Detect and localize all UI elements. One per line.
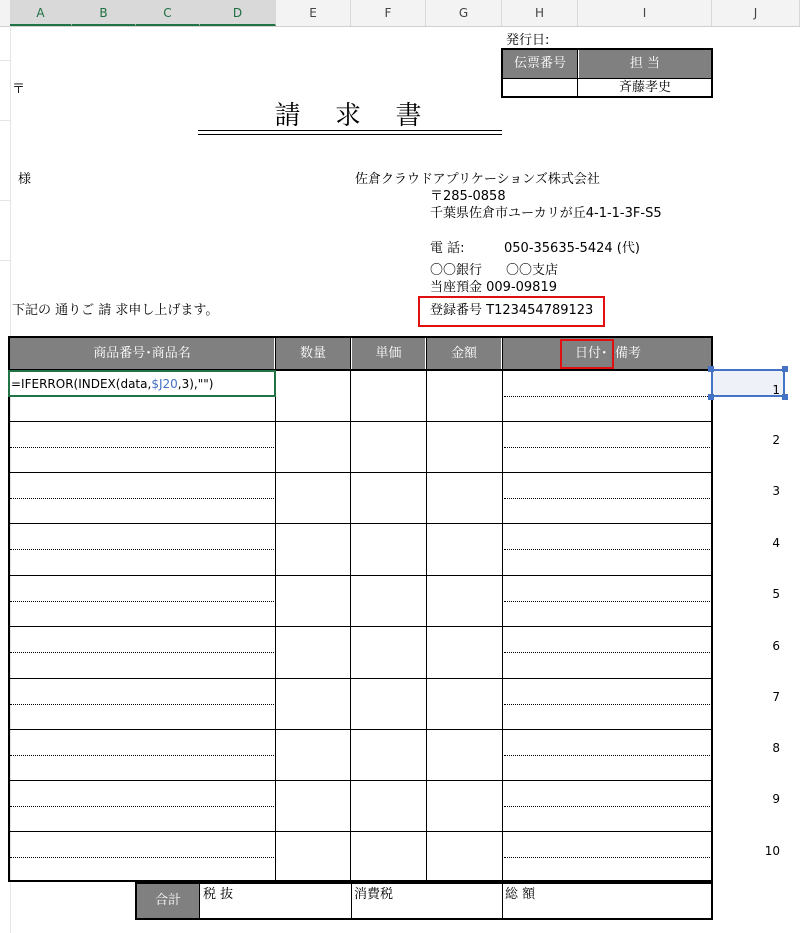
formula-part: =IFERROR(INDEX(data, (11, 377, 152, 391)
column-header-bar (0, 0, 800, 27)
registration-number: 登録番号 T123454789123 (430, 303, 594, 318)
row-divider (8, 780, 713, 781)
row-mid-dotted (10, 806, 274, 807)
company-name: 佐倉クラウドアプリケーションズ株式会社 (355, 172, 600, 187)
row-mid-dotted (10, 601, 274, 602)
title-underline (198, 134, 502, 135)
column-header-a[interactable]: A (10, 0, 72, 26)
row-mid-dotted (10, 447, 274, 448)
total-label: 合計 (137, 884, 199, 918)
items-table (8, 336, 713, 882)
row-index: 5 (772, 587, 780, 601)
grand-total-label: 総 額 (505, 887, 536, 902)
row-index: 4 (772, 536, 780, 550)
header-date: 日付･ (575, 346, 608, 361)
row-mid-dotted (10, 857, 274, 858)
selection-handle[interactable] (708, 366, 714, 372)
header-quantity: 数量 (276, 338, 350, 369)
row-divider (8, 575, 713, 576)
row-index: 6 (772, 639, 780, 653)
row-divider (8, 472, 713, 473)
row-mid-dotted (10, 498, 274, 499)
row-mid-dotted (504, 857, 710, 858)
selection-handle[interactable] (708, 394, 714, 400)
selection-handle[interactable] (782, 366, 788, 372)
row-mid-dotted (504, 549, 710, 550)
column-header-i[interactable]: I (578, 0, 712, 26)
row-divider (8, 831, 713, 832)
column-header-h[interactable]: H (502, 0, 578, 26)
row-divider (8, 523, 713, 524)
row-mid-dotted (504, 396, 710, 397)
row-mid-dotted (10, 704, 274, 705)
row-index: 9 (772, 792, 780, 806)
row-mid-dotted (10, 755, 274, 756)
issue-date-label: 発行日: (506, 33, 550, 48)
row-index: 3 (772, 484, 780, 498)
formula-reference: $J20 (151, 377, 178, 391)
row-divider (8, 678, 713, 679)
person-in-charge-value[interactable]: 斉藤孝史 (618, 80, 671, 95)
row-mid-dotted (504, 601, 710, 602)
row-mid-dotted (504, 704, 710, 705)
row-divider (8, 729, 713, 730)
divider (502, 884, 503, 918)
column-divider (275, 336, 276, 882)
column-header-f[interactable]: F (351, 0, 426, 26)
column-header-j[interactable]: J (712, 0, 800, 26)
row-index: 8 (772, 741, 780, 755)
divider (199, 884, 200, 918)
slip-number-label: 伝票番号 (503, 50, 577, 78)
consumption-tax-label: 消費税 (354, 887, 394, 902)
totals-box (135, 882, 713, 920)
column-divider (350, 336, 351, 882)
header-product: 商品番号･商品名 (10, 338, 274, 369)
bank-name: 〇〇銀行 (430, 263, 483, 278)
row-index: 1 (772, 383, 780, 397)
formula-part: ,3),"") (177, 377, 214, 391)
company-address: 千葉県佐倉市ユーカリが丘4-1-1-3F-S5 (430, 206, 662, 221)
row-mid-dotted (504, 652, 710, 653)
invoice-title: 請 求 書 (274, 101, 428, 131)
column-header-d[interactable]: D (200, 0, 276, 26)
row-divider (8, 421, 713, 422)
phone-label: 電 話: (430, 241, 465, 256)
row-index: 2 (772, 433, 780, 447)
tax-excluded-label: 税 抜 (203, 887, 234, 902)
intro-text: 下記の 通りご 請 求申し上げます。 (12, 303, 219, 318)
postal-mark: 〒 (12, 82, 26, 97)
header-remarks: 備考 (615, 346, 642, 361)
column-divider (502, 336, 503, 882)
company-postal: 〒285-0858 (430, 189, 506, 204)
grid-line (0, 60, 10, 61)
header-amount: 金額 (427, 338, 501, 369)
divider (577, 50, 578, 96)
column-divider (426, 336, 427, 882)
row-index: 10 (764, 844, 780, 858)
row-mid-dotted (504, 806, 710, 807)
row-mid-dotted (10, 549, 274, 550)
date-highlight (560, 339, 614, 369)
person-in-charge-label: 担 当 (579, 50, 711, 78)
divider (351, 884, 352, 918)
divider (503, 78, 711, 79)
grid-line (0, 260, 10, 261)
active-cell-formula[interactable] (8, 370, 276, 397)
row-mid-dotted (504, 755, 710, 756)
row-index: 7 (772, 690, 780, 704)
column-header-g[interactable]: G (426, 0, 502, 26)
row-divider (8, 626, 713, 627)
company-phone: 050-35635-5424 (代) (504, 241, 640, 256)
customer-suffix: 様 (18, 172, 32, 187)
row-mid-dotted (504, 447, 710, 448)
column-header-c[interactable]: C (136, 0, 200, 26)
bank-account: 当座預金 009-09819 (430, 280, 557, 295)
column-header-e[interactable]: E (276, 0, 351, 26)
column-header-b[interactable]: B (72, 0, 136, 26)
selection-handle[interactable] (782, 394, 788, 400)
formula-text (11, 376, 213, 392)
header-unit-price: 単価 (352, 338, 425, 369)
slip-info-box (501, 48, 713, 98)
row-mid-dotted (504, 498, 710, 499)
bank-branch: 〇〇支店 (506, 263, 559, 278)
grid-line (0, 200, 10, 201)
grid-line (0, 120, 10, 121)
row-mid-dotted (10, 652, 274, 653)
title-underline (198, 130, 502, 131)
